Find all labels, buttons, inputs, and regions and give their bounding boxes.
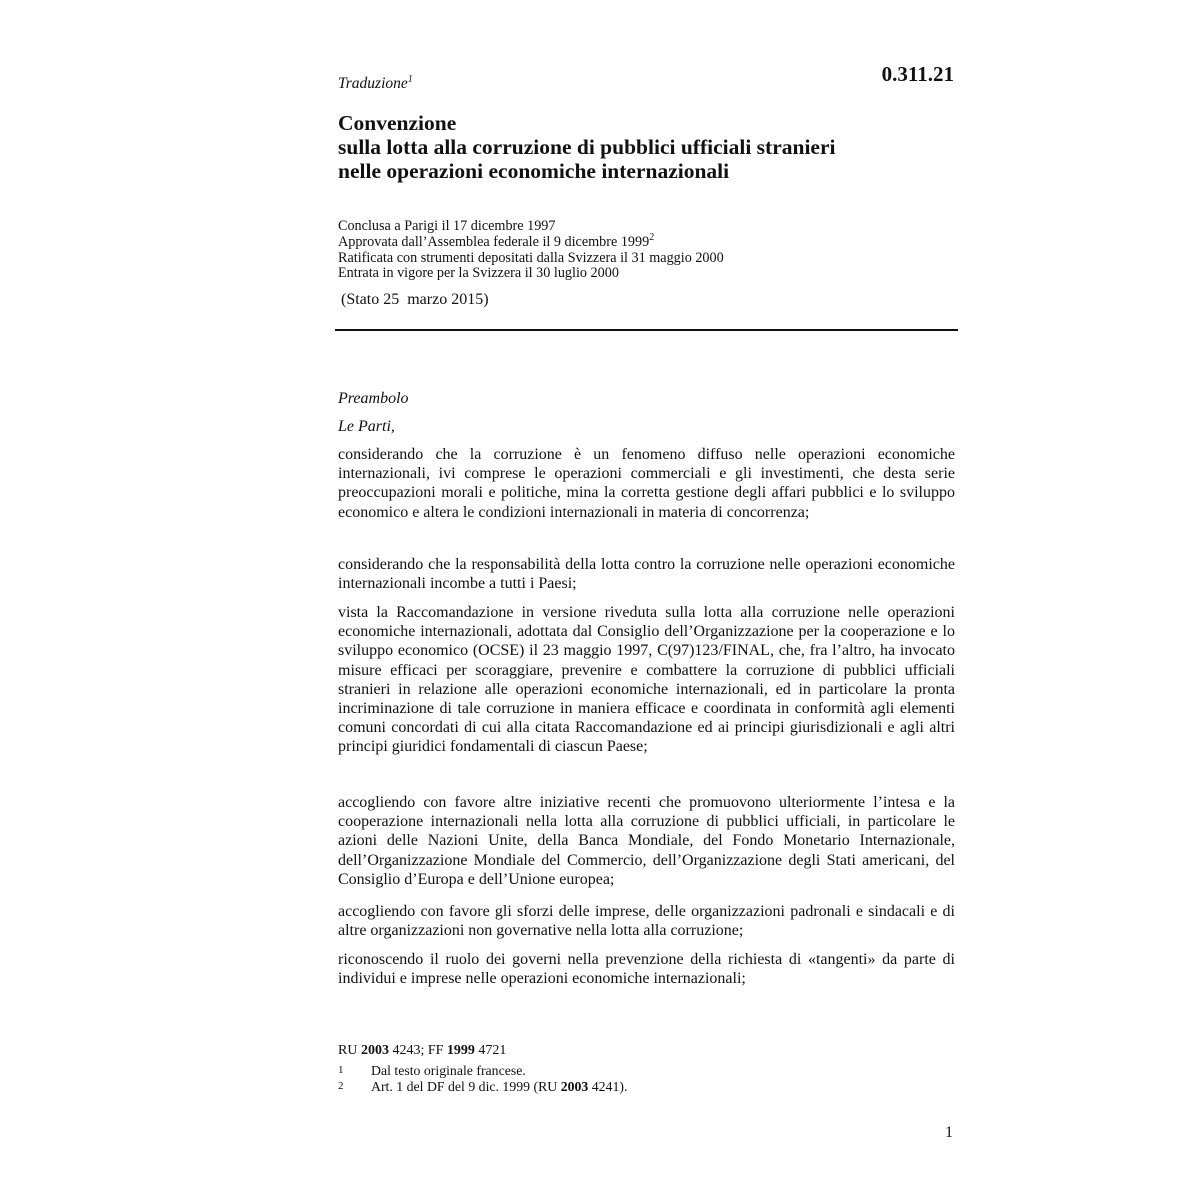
footnote-2-number: 2 <box>338 1079 344 1092</box>
approved-text: Approvata dall’Assemblea federale il 9 dicembre 1999 <box>338 233 650 250</box>
ru-year: 2003 <box>360 1043 389 1058</box>
preamble-paragraph-6: riconoscendo il ruolo dei governi nella prevenzione della richiesta di «tangenti» da parte di individui e imprese nelle operazioni economiche internazionali; <box>338 951 955 988</box>
preamble-paragraph-2: considerando che la responsabilità della lotta contro la corruzione nelle operazioni economiche internazionali incombe a tutti i Paesi; <box>338 556 955 593</box>
in-force-line: Entrata in vigore per la Svizzera il 30 luglio 2000 <box>338 265 619 282</box>
header-divider <box>335 329 958 331</box>
ff-page: 4721 <box>478 1043 507 1058</box>
footnote-1 <box>338 1063 627 1079</box>
document-title <box>338 111 835 183</box>
preamble-paragraph-4: accogliendo con favore altre iniziative recenti che promuovono ulteriormente l’intesa e la cooperazione internazionali nella lotta alla corruzione di pubblici ufficiali, in particolare le azioni delle Nazioni Unite, della Banca Mondiale, del Fondo Monetario Internazionale, dell’Organizzazione Mondiale del Commercio, dell’Organizzazione degli Stati americani, del Consiglio d’Europa e dell’Unione europea; <box>338 794 955 888</box>
translation-label <box>338 75 413 93</box>
sr-number: 0.311.21 <box>881 62 954 86</box>
footnote-2-year: 2003 <box>560 1078 589 1094</box>
footnotes <box>338 1063 627 1094</box>
footnote-1-text: Dal testo originale francese. <box>371 1063 526 1078</box>
footnote-ref-1: 1 <box>407 74 413 85</box>
preamble-paragraph-1: considerando che la corruzione è un fenomeno diffuso nelle operazioni economiche internazionali, ivi comprese le operazioni commerciali e gli investimenti, che desta serie preoccupazioni morali e politiche, mina la corretta gestione degli affari pubblici e lo sviluppo economico e altera le condizioni internazionali in materia di concorrenza; <box>338 446 955 521</box>
approved-line <box>338 231 724 251</box>
ru-page: 4243; FF <box>392 1043 444 1058</box>
title-line-3: nelle operazioni economiche internazionali <box>338 159 730 183</box>
preamble-heading: Preambolo <box>338 390 409 407</box>
footnote-2-post: 4241). <box>591 1078 628 1094</box>
concluded-line: Conclusa a Parigi il 17 dicembre 1997 <box>338 218 556 234</box>
footnote-2 <box>338 1079 627 1095</box>
official-references <box>338 1043 506 1059</box>
ratified-line: Ratificata con strumenti depositati dalla Svizzera il 31 maggio 2000 <box>338 249 724 266</box>
parties-line: Le Parti, <box>338 418 395 435</box>
footnote-2-text: Art. 1 del DF del 9 dic. 1999 (RU <box>371 1078 558 1094</box>
title-line-1: Convenzione <box>338 111 457 135</box>
preamble-paragraph-5: accogliendo con favore gli sforzi delle imprese, delle organizzazioni padronali e sindacali e di altre organizzazioni non governative nella lotta alla corruzione; <box>338 903 955 940</box>
translation-text: Traduzione <box>338 75 408 92</box>
status-line: (Stato 25 marzo 2015) <box>341 291 489 308</box>
title-line-2: sulla lotta alla corruzione di pubblici ufficiali stranieri <box>338 135 836 159</box>
ff-year: 1999 <box>446 1043 475 1058</box>
page-number: 1 <box>945 1124 953 1141</box>
preamble-paragraph-3: vista la Raccomandazione in versione riveduta sulla lotta alla corruzione nelle operazioni economiche internazionali, adottata dal Consiglio dell’Organizzazione per la cooperazione e lo sviluppo economico (OCSE) il 23 maggio 1997, C(97)123/​FINAL, che, fra l’altro, ha invocato misure efficaci per scoraggiare, prevenire e combattere la corruzione di pubblici ufficiali stranieri in relazione alle operazioni economiche internazionali, ed in particolare la pronta incriminazione di tale corruzione in maniera efficace e coordinata in conformità agli elementi comuni concordati di cui alla citata Raccomandazione ed ai principi giurisdizionali e agli altri principi giuridici fondamentali di ciascun Paese; <box>338 604 955 756</box>
footnote-ref-2: 2 <box>649 231 655 243</box>
document-metadata <box>338 219 724 282</box>
footnote-1-number: 1 <box>338 1064 344 1076</box>
ru-prefix: RU <box>338 1043 358 1058</box>
